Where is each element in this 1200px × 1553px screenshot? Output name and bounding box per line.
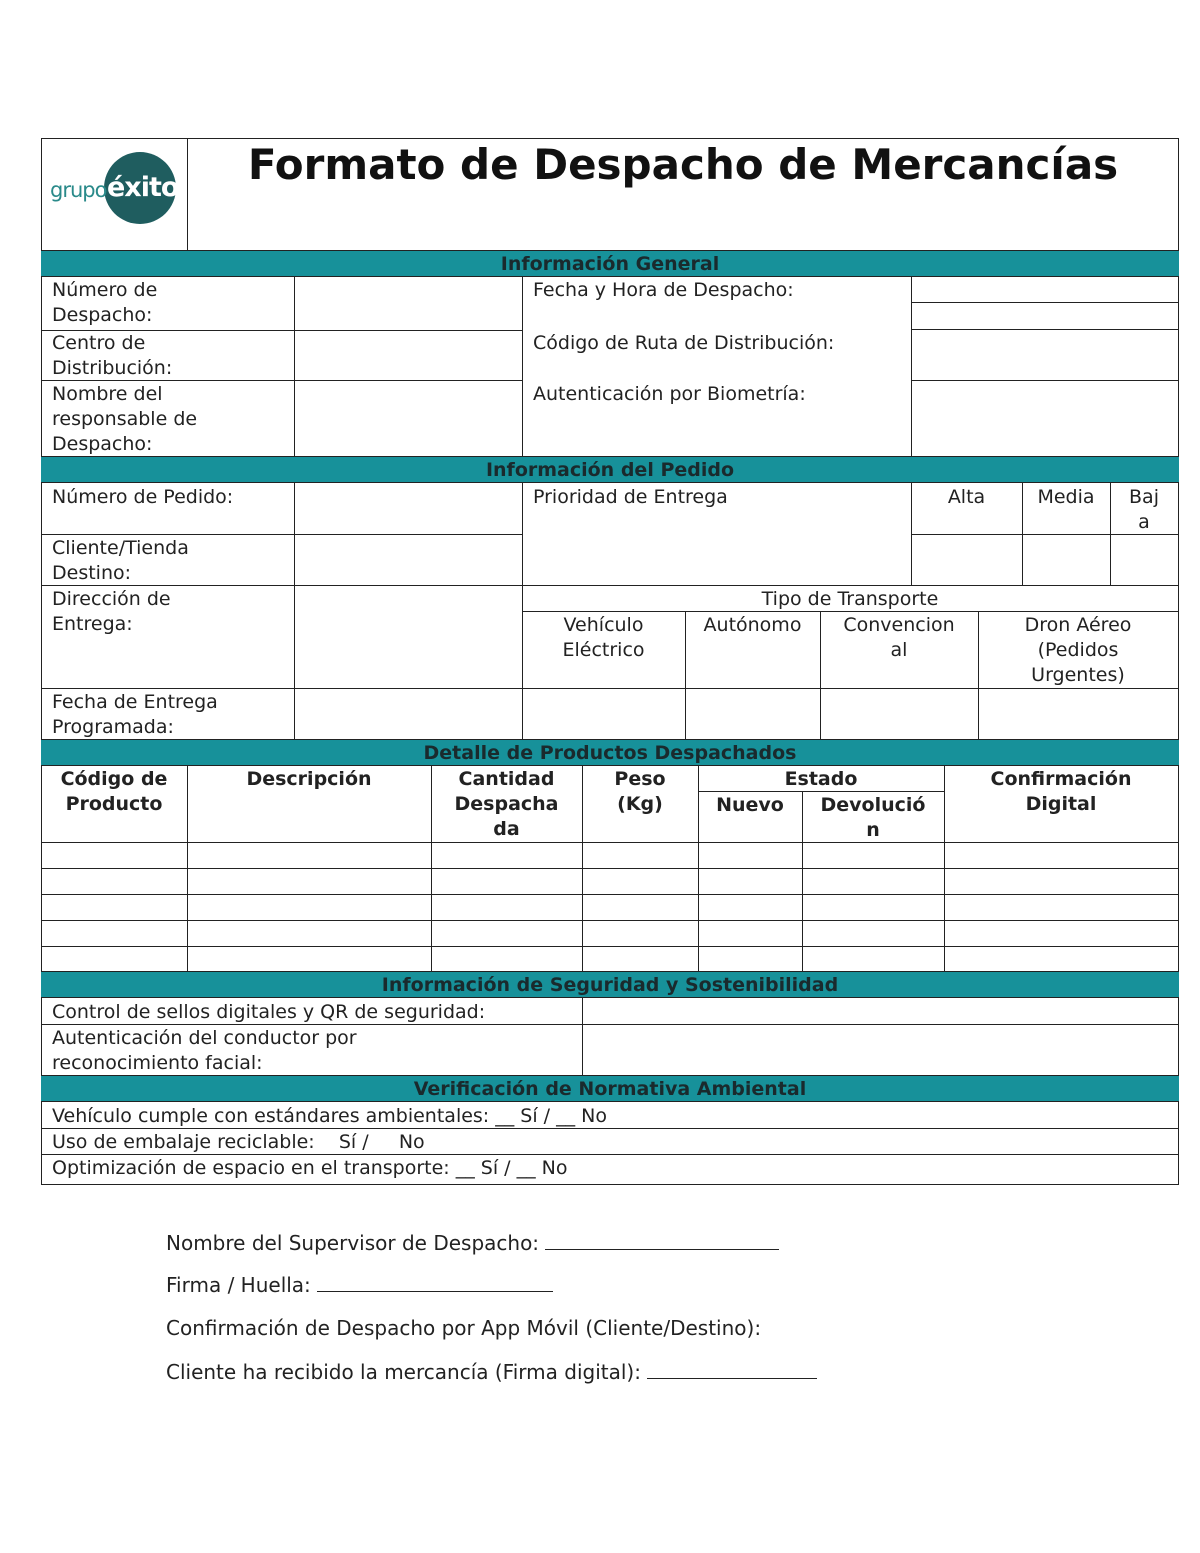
label-prioridad: Prioridad de Entrega xyxy=(533,486,728,508)
logo xyxy=(48,150,178,230)
checkbox-autonomo[interactable] xyxy=(686,689,820,739)
section-title-productos: Detalle de Productos Despachados xyxy=(423,742,797,764)
field-fecha-despacho[interactable] xyxy=(912,277,1178,302)
field-facial[interactable] xyxy=(583,1025,1178,1075)
table-row[interactable] xyxy=(42,895,1178,920)
section-title-normativa: Verificación de Normativa Ambiental xyxy=(413,1078,807,1100)
field-sellos[interactable] xyxy=(583,998,1178,1024)
priority-media: Media xyxy=(1037,486,1095,508)
label-fecha-programada: Fecha de Entrega Programada: xyxy=(52,691,218,738)
label-centro-distribucion: Centro de Distribución: xyxy=(52,332,173,379)
frame-top xyxy=(41,138,1179,139)
label-biometria: Autenticación por Biometría: xyxy=(533,383,806,405)
field-numero-despacho[interactable] xyxy=(295,277,522,330)
footer-supervisor xyxy=(166,1229,779,1256)
table-row[interactable] xyxy=(42,869,1178,894)
label-numero-despacho: Número de Despacho: xyxy=(52,279,158,326)
frame-right xyxy=(1178,138,1179,1185)
signature-line-supervisor[interactable] xyxy=(545,1229,779,1250)
col-devolucion: Devolució n xyxy=(820,794,926,841)
logo-text-left: grupo xyxy=(50,178,107,202)
label-facial: Autenticación del conductor por reconocimiento facial: xyxy=(52,1027,357,1074)
signature-line-firma[interactable] xyxy=(317,1271,553,1292)
transport-convencional: Convencion al xyxy=(843,614,955,661)
field-codigo-ruta[interactable] xyxy=(912,330,1178,380)
frame-left xyxy=(41,138,42,1185)
section-title-seguridad: Información de Seguridad y Sostenibilidad xyxy=(381,974,839,996)
normativa-espacio[interactable]: Optimización de espacio en el transporte: __ Sí / __ No xyxy=(52,1157,568,1179)
field-biometria[interactable] xyxy=(912,381,1178,456)
table-row[interactable] xyxy=(42,843,1178,868)
checkbox-convencional[interactable] xyxy=(821,689,978,739)
checkbox-electrico[interactable] xyxy=(523,689,685,739)
logo-text-circle: éxito xyxy=(107,172,179,203)
label-nombre-responsable: Nombre del responsable de Despacho: xyxy=(52,383,198,455)
footer-cliente xyxy=(166,1358,817,1385)
normativa-vehiculo[interactable]: Vehículo cumple con estándares ambientales: __ Sí / __ No xyxy=(52,1105,607,1127)
col-codigo: Código de Producto xyxy=(60,768,168,815)
label-numero-pedido: Número de Pedido: xyxy=(52,486,234,508)
checkbox-media[interactable] xyxy=(1023,535,1110,585)
checkbox-baja[interactable] xyxy=(1111,535,1178,585)
priority-alta: Alta xyxy=(947,486,986,508)
table-row[interactable] xyxy=(42,921,1178,946)
footer-firma-label: Firma / Huella: xyxy=(166,1273,311,1297)
label-tipo-transporte: Tipo de Transporte xyxy=(761,588,939,610)
col-cantidad: Cantidad Despacha da xyxy=(454,768,559,840)
col-nuevo: Nuevo xyxy=(716,794,784,816)
footer-firma xyxy=(166,1271,553,1298)
frame-bottom xyxy=(41,1184,1179,1185)
footer-supervisor-label: Nombre del Supervisor de Despacho: xyxy=(166,1231,540,1255)
field-hora-despacho[interactable] xyxy=(912,303,1178,329)
field-nombre-responsable[interactable] xyxy=(295,381,522,456)
field-centro-distribucion[interactable] xyxy=(295,331,522,380)
field-fecha-programada[interactable] xyxy=(295,689,522,739)
field-numero-pedido[interactable] xyxy=(295,483,522,534)
col-descripcion: Descripción xyxy=(246,768,372,790)
page-title: Formato de Despacho de Mercancías xyxy=(247,140,1119,189)
label-codigo-ruta: Código de Ruta de Distribución: xyxy=(533,332,835,354)
field-direccion[interactable] xyxy=(295,586,522,688)
col-estado: Estado xyxy=(784,768,858,790)
transport-autonomo: Autónomo xyxy=(703,614,802,636)
label-cliente-tienda: Cliente/Tienda Destino: xyxy=(52,537,189,584)
normativa-embalaje[interactable]: Uso de embalaje reciclable: Sí / No xyxy=(52,1131,425,1153)
label-fecha-hora: Fecha y Hora de Despacho: xyxy=(533,279,794,301)
checkbox-dron[interactable] xyxy=(979,689,1178,739)
priority-baja: Baj a xyxy=(1129,486,1159,533)
footer-cliente-label: Cliente ha recibido la mercancía (Firma digital): xyxy=(166,1360,641,1384)
checkbox-alta[interactable] xyxy=(912,535,1022,585)
field-cliente-tienda[interactable] xyxy=(295,535,522,585)
transport-dron: Dron Aéreo (Pedidos Urgentes) xyxy=(1024,614,1132,686)
col-confirmacion: Confirmación Digital xyxy=(990,768,1132,815)
label-sellos: Control de sellos digitales y QR de seguridad: xyxy=(52,1001,486,1023)
signature-line-cliente[interactable] xyxy=(647,1358,817,1379)
table-row[interactable] xyxy=(42,947,1178,971)
label-direccion: Dirección de Entrega: xyxy=(52,588,171,635)
footer-app-label: Confirmación de Despacho por App Móvil (Cliente/Destino): xyxy=(166,1316,762,1340)
section-title-pedido: Información del Pedido xyxy=(485,459,735,481)
header-divider xyxy=(187,138,188,251)
section-title-general: Información General xyxy=(500,253,720,275)
transport-electrico: Vehículo Eléctrico xyxy=(562,614,645,661)
footer-app xyxy=(166,1315,761,1341)
col-peso: Peso (Kg) xyxy=(614,768,666,815)
